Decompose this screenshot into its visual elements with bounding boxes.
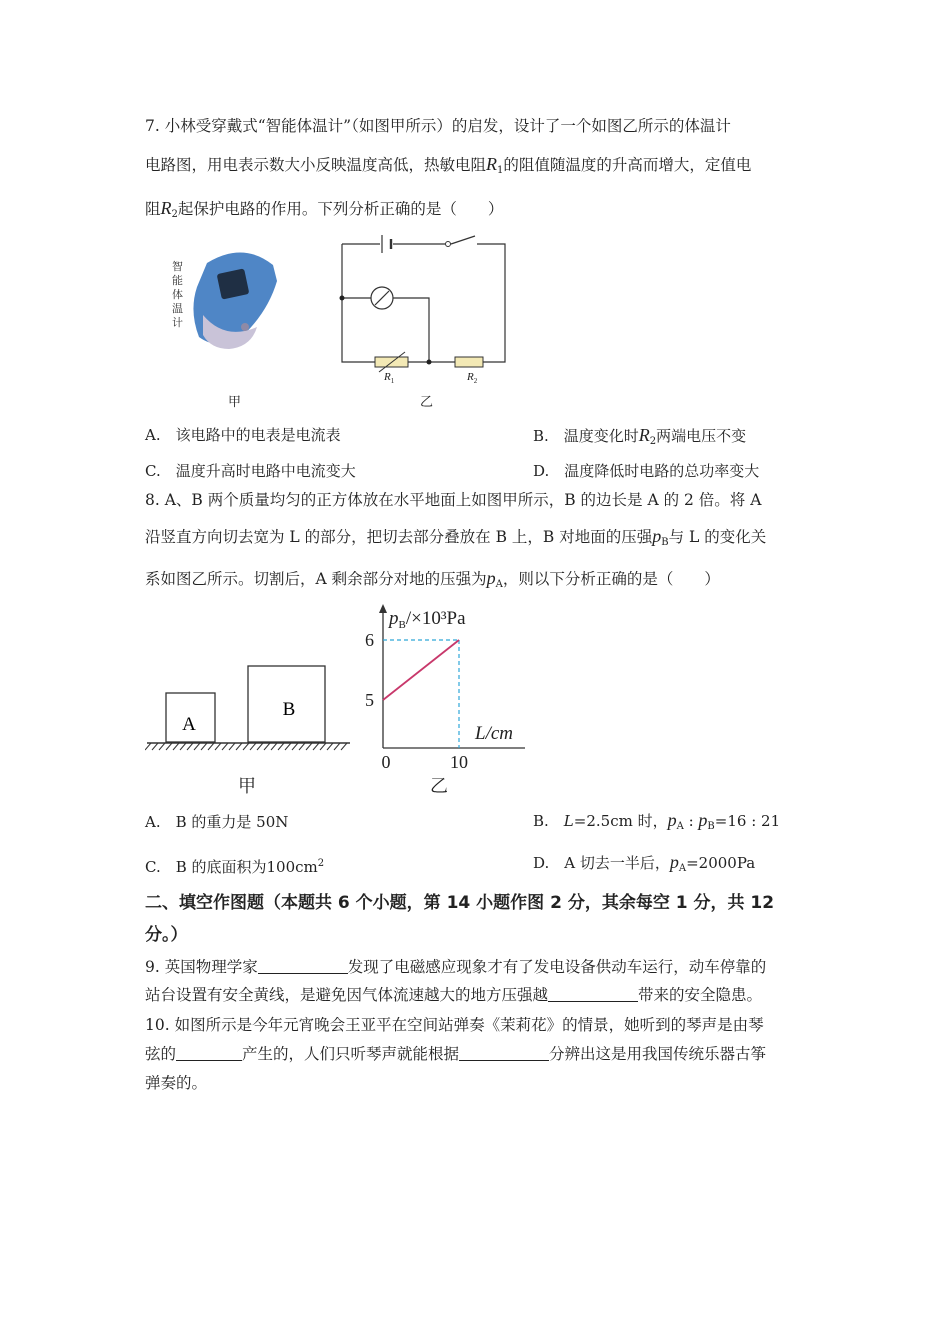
section2-title-line2: 分。）	[145, 925, 188, 945]
q7-resistor-r2	[455, 357, 483, 367]
ground-hatch-stroke	[222, 743, 228, 750]
q7-r2-sub: 2	[171, 209, 178, 220]
chart-y-tick-5: 5	[365, 690, 374, 710]
ground-hatch-stroke	[201, 743, 207, 750]
q10-blank-1[interactable]	[176, 1046, 242, 1061]
q10-line3: 弹奏的。	[145, 1074, 208, 1092]
q7-circuit-branch	[342, 298, 429, 362]
q8-block-a-label: A	[182, 714, 196, 735]
chart-series-line	[383, 640, 459, 700]
q8-option-b-L: L	[563, 812, 574, 830]
q7-switch-lever	[451, 236, 475, 244]
ground-hatch-stroke	[236, 743, 242, 750]
q8-caption-jia: 甲	[238, 776, 256, 797]
q8-stem-line3b: ，则以下分析正确的是（ ）	[502, 570, 720, 588]
q7-watch-figure	[185, 245, 285, 357]
q7-stem-line2a: 电路图，用电表示数大小反映温度高低，热敏电阻	[145, 156, 487, 174]
ground-hatch-stroke	[313, 743, 319, 750]
chart-x-label: L/cm	[475, 723, 513, 744]
q8-stem-line1: 8. A、B 两个质量均匀的正方体放在水平地面上如图甲所示，B 的边长是 A 的 2 倍。将 A	[145, 491, 762, 509]
ground-hatch-stroke	[229, 743, 235, 750]
q7-option-b-text2: 两端电压不变	[656, 427, 747, 445]
q8-option-b-pA-sub: A	[676, 821, 684, 832]
q8-option-b-pA: p	[667, 810, 677, 830]
q7-circuit-wires	[342, 244, 505, 362]
q7-stem-line2	[145, 154, 751, 181]
q7-option-c[interactable]: C. 温度升高时电路中电流变大	[145, 462, 356, 480]
chart-y-tick-6: 6	[365, 630, 374, 650]
ground-hatch-stroke	[264, 743, 270, 750]
q7-stem-line3a: 阻	[145, 200, 161, 218]
q7-switch-contact	[446, 242, 451, 247]
q8-stem-line2a: 沿竖直方向切去宽为 L 的部分，把切去部分叠放在 B 上，B 对地面的压强	[145, 528, 653, 546]
q10-line2	[145, 1044, 766, 1064]
q8-option-b-text2: =2.5cm 时，	[573, 812, 668, 830]
q8-pA-symbol: p	[486, 568, 496, 588]
ground-hatch-stroke	[194, 743, 200, 750]
chart-x-tick-10: 10	[450, 752, 468, 772]
q8-ground-hatch	[145, 743, 347, 750]
section2-title-line1: 二、填空作图题（本题共 6 个小题，第 14 小题作图 2 分，其余每空 1 分，共 12	[145, 893, 775, 913]
q8-option-c-sup: 2	[317, 858, 325, 869]
ground-hatch-stroke	[145, 743, 151, 750]
chart-x-tick-0: 0	[381, 752, 391, 772]
ground-hatch-stroke	[208, 743, 214, 750]
ground-hatch-stroke	[257, 743, 263, 750]
q9-line2	[145, 985, 762, 1005]
q8-option-b-text1: B.	[533, 812, 564, 830]
q7-circuit-diagram	[335, 232, 515, 392]
q10-blank-2[interactable]	[459, 1046, 549, 1061]
ground-hatch-stroke	[292, 743, 298, 750]
q8-option-d-pA: p	[669, 852, 679, 872]
ground-hatch-stroke	[278, 743, 284, 750]
q7-option-b-r2: R	[638, 425, 650, 445]
ground-hatch-stroke	[166, 743, 172, 750]
ground-hatch-stroke	[187, 743, 193, 750]
q7-label-r1: $R_1$	[384, 371, 395, 385]
ground-hatch-stroke	[173, 743, 179, 750]
ground-hatch-stroke	[320, 743, 326, 750]
q8-option-b-pB: p	[698, 810, 708, 830]
q8-option-c-text: C. B 的底面积为100cm	[145, 858, 318, 876]
ground-hatch-stroke	[334, 743, 340, 750]
q9-blank-1[interactable]	[258, 959, 348, 974]
ground-hatch-stroke	[271, 743, 277, 750]
q7-node-left	[340, 296, 345, 301]
q7-r1-symbol: R	[486, 154, 498, 174]
q8-option-d-text2: =2000Pa	[686, 854, 756, 872]
q8-option-d-text1: D. A 切去一半后，	[533, 854, 670, 872]
q8-option-b-pB-sub: B	[707, 821, 715, 832]
q8-pA-sub: A	[495, 579, 503, 590]
ground-hatch-stroke	[159, 743, 165, 750]
q8-stem-line3a: 系如图乙所示。切割后，A 剩余部分对地的压强为	[145, 570, 487, 588]
q7-node-mid	[427, 360, 432, 365]
q8-option-b[interactable]: B. L=2.5cm 时，$p_A$ : $p_B=16$ : 21	[533, 810, 781, 832]
q9-blank-2[interactable]	[548, 987, 638, 1002]
q8-stem-line2	[145, 526, 766, 553]
ground-hatch-stroke	[243, 743, 249, 750]
ground-hatch-stroke	[299, 743, 305, 750]
q8-pB-symbol: p	[652, 526, 662, 546]
ground-hatch-stroke	[180, 743, 186, 750]
q8-option-d-pA-sub: A	[678, 863, 687, 874]
q10-line2a: 弦的	[145, 1045, 177, 1063]
q8-block-b-label: B	[282, 699, 296, 720]
q7-option-d[interactable]: D. 温度降低时电路的总功率变大	[533, 462, 760, 480]
q8-option-c[interactable]	[145, 854, 324, 877]
q7-meter-needle	[375, 291, 389, 305]
q7-r2-symbol: R	[160, 198, 172, 218]
q8-stem-line3	[145, 568, 720, 595]
q9-line1	[145, 957, 766, 977]
q7-caption-jia: 甲	[228, 395, 242, 410]
q10-line2b: 产生的，人们只听琴声就能根据	[242, 1045, 460, 1063]
q7-stem-line3	[145, 198, 503, 225]
q9-line2a: 站台设置有安全黄线，是避免因气体流速越大的地方压强越	[145, 986, 549, 1004]
q7-r1-sub: 1	[497, 165, 504, 176]
q7-caption-yi: 乙	[420, 395, 434, 410]
q9-line1a: 9. 英国物理学家	[145, 958, 258, 976]
q8-option-b-text3: =16 : 21	[714, 812, 781, 830]
q8-blocks-figure	[145, 660, 355, 760]
q8-option-a[interactable]: A. B 的重力是 50N	[145, 813, 289, 831]
q7-stem-line2b: 的阻值随温度的升高而增大，定值电	[503, 156, 752, 174]
ground-hatch-stroke	[250, 743, 256, 750]
ground-hatch-stroke	[215, 743, 221, 750]
q7-stem-line1: 7. 小林受穿戴式“智能体温计”（如图甲所示）的启发，设计了一个如图乙所示的体温计	[145, 117, 731, 135]
q7-option-b[interactable]	[533, 425, 746, 452]
q8-pressure-chart	[355, 600, 535, 780]
q8-pB-sub: B	[661, 537, 669, 548]
q7-option-b-text1: B. 温度变化时	[533, 427, 639, 445]
q8-stem-line2b: 与 L 的变化关	[668, 528, 767, 546]
q7-watch-dot	[241, 323, 249, 331]
q7-option-a[interactable]: A. 该电路中的电表是电流表	[145, 426, 341, 444]
ground-hatch-stroke	[152, 743, 158, 750]
q9-line1b: 发现了电磁感应现象才有了发电设备供动车运行，动车停靠的	[347, 958, 767, 976]
q8-caption-yi: 乙	[430, 776, 448, 797]
q8-option-d[interactable]	[533, 852, 755, 879]
ground-hatch-stroke	[327, 743, 333, 750]
q7-option-b-r2-sub: 2	[649, 436, 657, 447]
q9-line2b: 带来的安全隐患。	[638, 986, 763, 1004]
ground-hatch-stroke	[341, 743, 347, 750]
ground-hatch-stroke	[285, 743, 291, 750]
chart-y-label: $p_B/\times 10^3Pa$	[389, 608, 466, 631]
q10-line2c: 分辨出这是用我国传统乐器古筝	[549, 1045, 767, 1063]
q7-label-r2: $R_2$	[467, 371, 478, 385]
q10-line1: 10. 如图所示是今年元宵晚会王亚平在空间站弹奏《茉莉花》的情景，她听到的琴声是由琴	[145, 1016, 764, 1034]
ground-hatch-stroke	[306, 743, 312, 750]
q7-stem-line3b: 起保护电路的作用。下列分析正确的是（ ）	[177, 200, 504, 218]
chart-y-arrow	[379, 604, 387, 613]
q7-device-label: 智能体温计	[172, 260, 183, 329]
